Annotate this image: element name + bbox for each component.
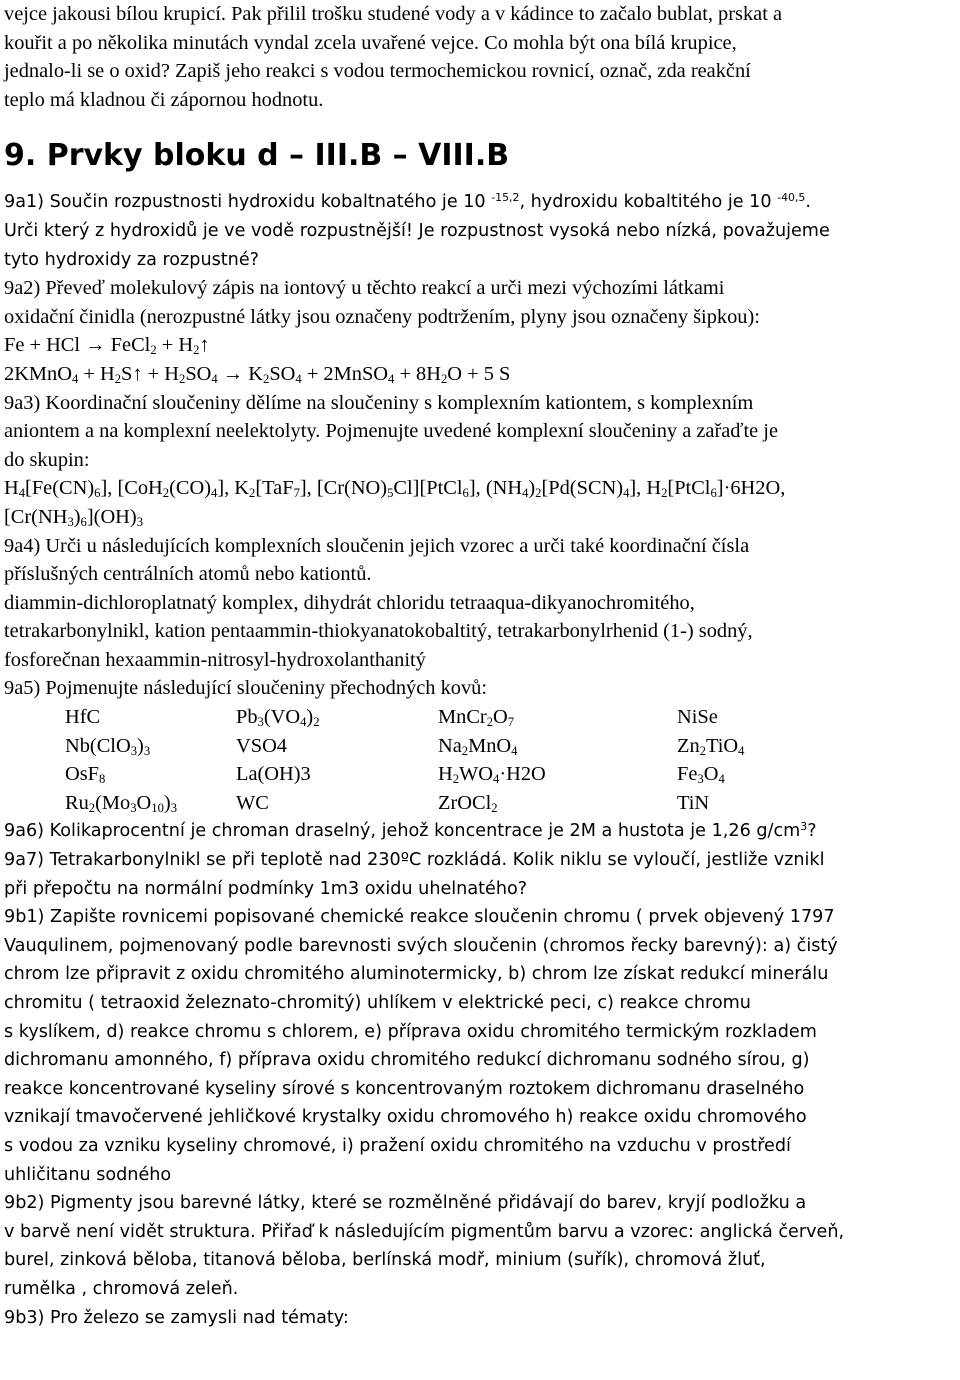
question-9a5 [4, 674, 956, 817]
table-cell: $Nb(ClO_3)_3$ [65, 734, 151, 758]
table-row [4, 703, 956, 732]
text-span: . [805, 192, 811, 213]
arrow-up-icon: ↑ [199, 334, 210, 357]
text-line: 9a2) Převeď molekulový zápis na iontový u těchto reakcí a urči mezi výchozími látkami [4, 277, 725, 300]
table-cell: ZrOCl$_2$ [438, 791, 498, 815]
formula-list: $[Cr(NH_3)_6](OH)_3$ [4, 505, 143, 530]
text-line: s vodou za vzniku kyseliny chromové, i) pražení oxidu chromitého na vzduchu v prostředí [4, 1135, 791, 1156]
text-line: vejce jakousi bílou krupicí. Pak přilil trošku studené vody a v kádince to začalo bublat, prskat a [4, 3, 783, 25]
text-line: reakce koncentrované kyseliny sírové s koncentrovaným roztokem dichromanu draselného [4, 1078, 805, 1099]
question-9a1 [4, 188, 956, 274]
question-9a4 [4, 532, 956, 675]
question-9b2 [4, 1189, 956, 1303]
document-page [4, 0, 956, 1332]
equation-1: Fe + HCl → FeCl$_2$ + $H_2↑$ [4, 331, 956, 360]
compounds-table [4, 703, 956, 817]
question-9a2 [4, 274, 956, 388]
text-line: teplo má kladnou či zápornou hodnotu. [4, 88, 324, 111]
text-line: v barvě není vidět struktura. Přiřaď k následujícím pigmentům barvu a vzorec: anglická červeň, [4, 1221, 845, 1242]
text-line: jednalo-li se o oxid? Zapiš jeho reakci s vodou termochemickou rovnicí, označ, zda reakční [4, 60, 751, 83]
question-9b3 [4, 1304, 956, 1333]
text-line: tyto hydroxidy za rozpustné? [4, 249, 259, 270]
table-row [4, 760, 956, 789]
text-line: do skupin: [4, 448, 90, 471]
question-9a6 [4, 817, 956, 846]
text-line: 9b1) Zapište rovnicemi popisované chemické reakce sloučenin chromu ( prvek objevený 1797 [4, 907, 835, 928]
table-cell: La(OH)3 [236, 763, 311, 786]
text-line: s kyslíkem, d) reakce chromu s chlorem, e) příprava oxidu chromitého termickým rozkladem [4, 1021, 817, 1042]
text-line: 9b2) Pigmenty jsou barevné látky, které se rozmělněné přidávají do barev, kryjí podložku a [4, 1193, 807, 1214]
equation-2: 2KMnO$_4$ + $H_2S↑ + H_2SO_4 \to K_2SO_4$ + 2MnSO$_4$ + $8H_2O + 5$ S [4, 360, 956, 389]
text-line: tetrakarbonylnikl, kation pentaammin-thiokyanatokobaltitý, tetrakarbonylrhenid (1-) sodný, [4, 620, 753, 643]
text-line: příslušných centrálních atomů nebo kationtů. [4, 563, 372, 586]
question-9b1 [4, 903, 956, 1189]
text-line: 9a7) Tetrakarbonylnikl se při teplotě nad 230ºC rozkládá. Kolik niklu se vyloučí, jestliže vznikl [4, 850, 825, 871]
table-cell: WC [236, 791, 269, 814]
text-line: 9b3) Pro železo se zamysli nad tématy: [4, 1307, 349, 1328]
text-line: rumělka , chromová zeleň. [4, 1278, 239, 1299]
text-line: Urči který z hydroxidů je ve vodě rozpustnější! Je rozpustnost vysoká nebo nízká, považujeme [4, 220, 830, 241]
table-cell: HfC [65, 706, 101, 729]
text-line: 9a5) Pojmenujte následující sloučeniny přechodných kovů: [4, 677, 488, 700]
text-line: chrom lze připravit z oxidu chromitého aluminotermicky, b) chrom lze získat redukcí minerálu [4, 964, 829, 985]
table-row [4, 732, 956, 761]
table-cell: NiSe [677, 706, 718, 729]
exponent: -15,2 [491, 191, 520, 205]
section-heading: 9. Prvky bloku d – III.B – VIII.B [4, 138, 510, 174]
text-line: 9a4) Urči u následujících komplexních sloučenin jejich vzorec a urči také koordinační čísla [4, 534, 750, 557]
text-line: Vauqulinem, pojmenovaný podle barevnosti svých sloučenin (chromos řecky barevný): a) čistý [4, 935, 838, 956]
text-line: burel, zinková běloba, titanová běloba, berlínská modř, minium (suřík), chromová žluť, [4, 1250, 766, 1271]
text-span: , hydroxidu kobaltitého je 10 [519, 192, 778, 213]
table-cell: $Na_2MnO_4$ [438, 734, 518, 758]
table-cell: VSO4 [236, 734, 287, 757]
text-line: 9a3) Koordinační sloučeniny dělíme na sloučeniny s komplexním kationtem, s komplexním [4, 391, 754, 414]
exponent: -40,5 [777, 191, 806, 205]
table-cell: TiN [677, 791, 710, 814]
table-cell: $MnCr_2O_7$ [438, 706, 515, 730]
arrow-right-icon: → [85, 334, 106, 357]
text-line: diammin-dichloroplatnatý komplex, dihydrát chloridu tetraaqua-dikyanochromitého, [4, 591, 695, 614]
table-cell: $Zn_2TiO_4$ [677, 734, 745, 758]
arrow-up-icon: ↑ [132, 362, 143, 385]
text-line: oxidační činidla (nerozpustné látky jsou označeny podtržením, plyny jsou označeny šipkou): [4, 305, 760, 328]
table-cell: $H_2WO_4\cdot H2O$ [438, 763, 546, 787]
text-span: 9a6) Kolikaprocentní je chroman draselný, jehož koncentrace je 2M a hustota je 1,26 g/cm [4, 821, 801, 842]
table-row [4, 789, 956, 818]
text-line: chromitu ( tetraoxid železnato-chromitý) uhlíkem v elektrické peci, c) reakce chromu [4, 993, 751, 1013]
table-cell: $Fe_3O_4$ [677, 763, 725, 787]
table-cell: OsF$_8$ [65, 763, 106, 787]
text-line: fosforečnan hexaammin-nitrosyl-hydroxolanthanitý [4, 648, 426, 671]
text-line: kouřit a po několika minutách vyndal zcela uvařené vejce. Co mohla být ona bílá krupice, [4, 31, 737, 54]
text-line: vznikají tmavočervené jehličkové krystalky oxidu chromového h) reakce oxidu chromového [4, 1107, 807, 1128]
exponent: 3 [800, 820, 808, 834]
question-9a3 [4, 389, 956, 532]
text-line: uhličitanu sodného [4, 1164, 172, 1185]
table-cell: $Pb_3(VO_4)_2$ [236, 706, 320, 730]
text-line: při přepočtu na normální podmínky 1m3 oxidu uhelnatého? [4, 878, 528, 899]
formula-list: $H_4[Fe(CN)_6]$, $[CoH_2(CO)_4]$, $K_2[TaF_7]$, $[Cr(NO)_5Cl][PtCl_6]$, $(NH_4)_2[Pd(SCN)_4]$, $H_2[PtCl_6]\cdot 6H2O$, [4, 477, 786, 501]
text-span: 9a1) Součin rozpustnosti hydroxidu kobaltnatého je 10 [4, 192, 492, 213]
question-9a7 [4, 846, 956, 903]
text-span: ? [807, 821, 817, 842]
arrow-right-icon: → [222, 362, 244, 385]
table-cell: $Ru_2(Mo_3O_{10})_3$ [65, 791, 178, 815]
text-line: aniontem a na komplexní neelektolyty. Pojmenujte uvedené komplexní sloučeniny a zařaďte je [4, 420, 779, 443]
intro-paragraph [4, 0, 956, 114]
text-line: dichromanu amonného, f) příprava oxidu chromitého redukcí dichromanu sodného sírou, g) [4, 1050, 810, 1071]
